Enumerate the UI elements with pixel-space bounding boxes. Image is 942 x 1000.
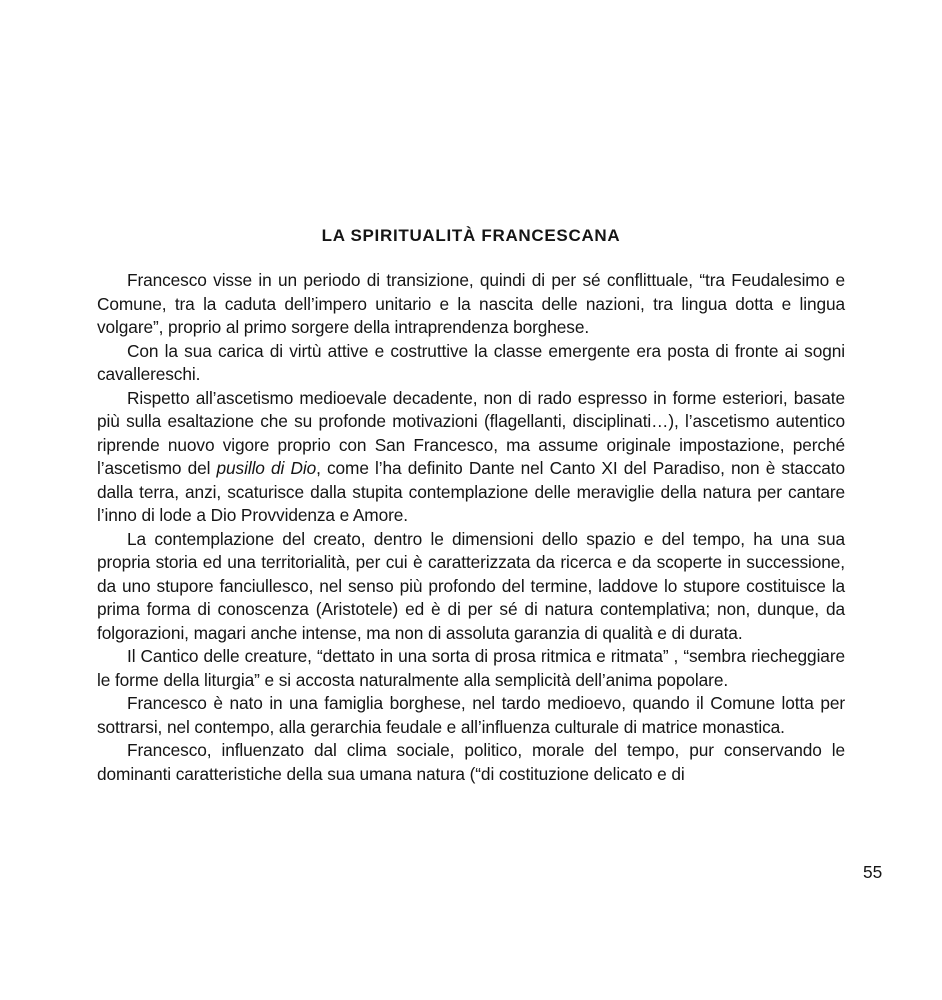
text-run: Francesco, influenzato dal clima sociale, politico, morale del tempo, pur conservando le dominanti caratteristiche della sua umana natura (“di costituzione delicato e di — [97, 740, 845, 784]
text-run: Con la sua carica di virtù attive e costruttive la classe emergente era posta di fronte ai sogni cavallereschi. — [97, 340, 845, 384]
text-run: , come l’ha definito Dante nel Canto XI del Paradiso, non è staccato dalla terra, anzi, scaturisce dalla stupita contemplazione delle meraviglie della natura per cantare l’inno di lode a Dio Provvidenza e Amore. — [97, 458, 845, 525]
text-run: Francesco è nato in una famiglia borghese, nel tardo medioevo, quando il Comune lotta per sottrarsi, nel contempo, alla gerarchia feudale e all’influenza culturale di matrice monastica. — [97, 693, 845, 737]
paragraph — [97, 739, 845, 786]
page-title: LA SPIRITUALITÀ FRANCESCANA — [321, 226, 621, 245]
text-run: Francesco visse in un periodo di transizione, quindi di per sé conflittuale, “tra Feudalesimo e Comune, tra la caduta dell’impero unitario e la nascita delle nazioni, tra lingua dotta e lingua volgare”, proprio al primo sorgere della intraprendenza borghese. — [97, 270, 845, 337]
paragraph — [97, 387, 845, 528]
paragraph — [97, 269, 845, 340]
text-run: Il Cantico delle creature, “dettato in una sorta di prosa ritmica e ritmata” , “sembra riecheggiare le forme della liturgia” e si accosta naturalmente alla semplicità dell’anima popolare. — [97, 646, 845, 690]
paragraph — [97, 528, 845, 646]
paragraph — [97, 692, 845, 739]
page-body — [97, 269, 845, 786]
text-run: Rispetto all’ascetismo medioevale decadente, non di rado espresso in forme esteriori, basate più sulla esaltazione che su profonde motivazioni (flagellanti, disciplinati…), l’ascetismo autentico riprende nuovo vigore proprio con San Francesco, ma assume originale impostazione, perché l’ascetismo del — [97, 387, 845, 478]
italic-text-run: pusillo di Dio — [216, 458, 317, 478]
text-run: La contemplazione del creato, dentro le dimensioni dello spazio e del tempo, ha una sua propria storia ed una territorialità, per cui è caratterizzata da ricerca e da scoperte in successione, da uno stupore fanciullesco, nel senso più profondo del termine, laddove lo stupore costituisce la prima forma di conoscenza (Aristotele) ed è di per sé di natura contemplativa; non, dunque, da folgorazioni, magari anche intense, ma non di assoluta garanzia di qualità e di durata. — [97, 528, 845, 643]
paragraph — [97, 645, 845, 692]
paragraph — [97, 340, 845, 387]
page-number: 55 — [863, 862, 883, 882]
